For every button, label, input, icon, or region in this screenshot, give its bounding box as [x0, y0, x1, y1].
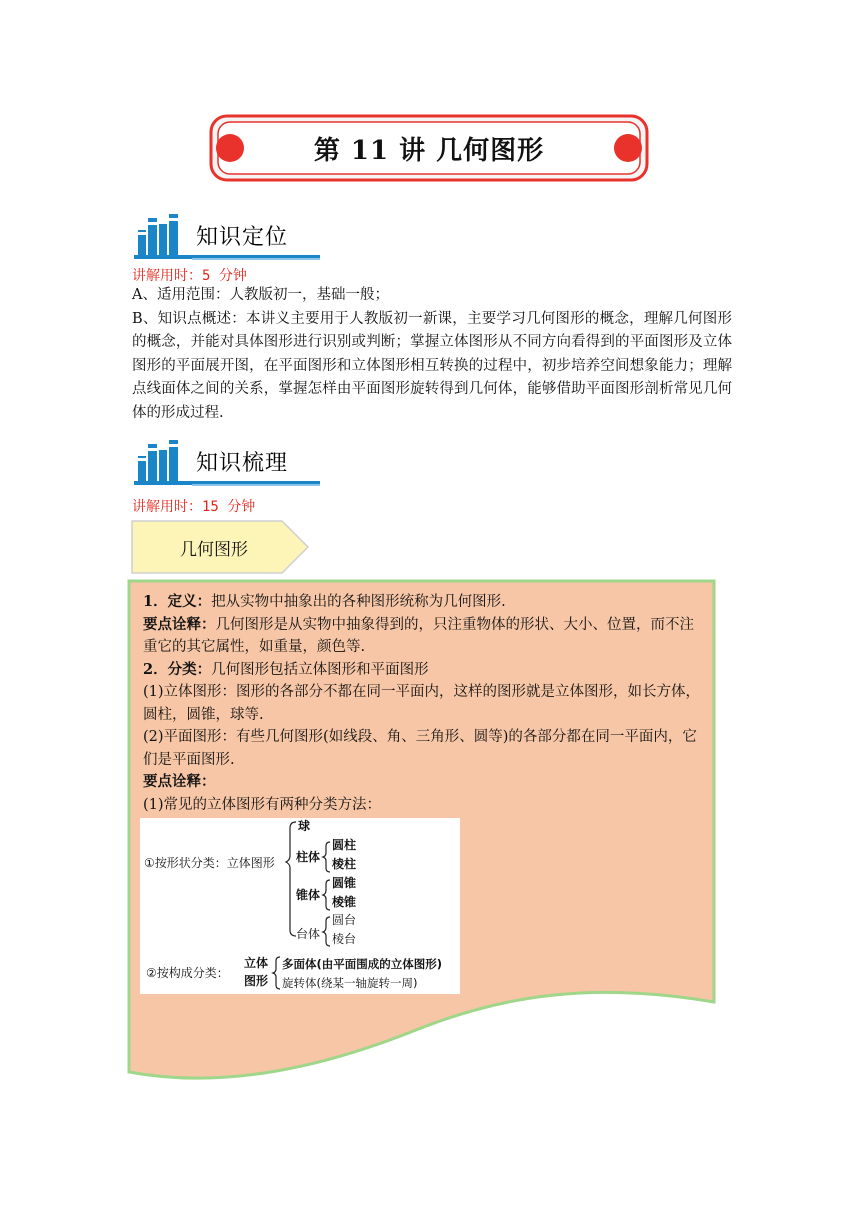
- construction-classification-label: ②按构成分类：: [146, 966, 229, 980]
- prism-group-label: 柱体: [296, 850, 321, 864]
- topic-tag: [130, 519, 312, 575]
- prism-brace: [323, 842, 330, 872]
- prism-label: 棱柱: [332, 857, 357, 871]
- summary-paragraph: B、知识点概述：本讲义主要用于人教版初一新课，主要学习几何图形的概念，理解几何图形的概念，并能对具体图形进行识别或判断；掌握立体图形从不同方向看得到的平面图形及立体图形的平面展开图，在平面图形和立体图形相互转换的过程中，初步培养空间想象能力；理解点线面体之间的关系，掌握怎样由平面图形旋转得到几何体，能够借助平面图形剖析常见几何体的形成过程.: [132, 310, 732, 421]
- section-header-knowledge-position: [132, 210, 322, 262]
- classification-diagram: [140, 818, 460, 994]
- classification-label: 2．分类：: [143, 660, 212, 678]
- definition-text: 把从实物中抽象出的各种图形统称为几何图形.: [211, 594, 506, 610]
- content-text: [143, 591, 707, 816]
- section-heading: 知识定位: [196, 225, 289, 250]
- cone-brace: [323, 880, 330, 910]
- construction-brace: [273, 957, 280, 989]
- prism-frustum-label: 棱台: [332, 932, 357, 946]
- main-brace: [286, 822, 296, 936]
- page-title: 第 11 讲 几何图形: [313, 135, 545, 166]
- solid-figure-text: (1)立体图形：图形的各部分不都在同一平面内，这样的图形就是立体图形，如长方体，圆柱，圆锥，球等.: [143, 684, 701, 723]
- definition-label: 1．定义：: [143, 593, 212, 610]
- note-text: (1)常见的立体图形有两种分类方法：: [143, 796, 382, 813]
- note-label: 要点诠释：: [143, 773, 216, 790]
- ball-label: 球: [298, 819, 311, 833]
- topic-tag-label: 几何图形: [180, 539, 248, 560]
- polyhedron-label: 多面体(由平面围成的立体图形): [282, 957, 443, 971]
- overview-text: [132, 284, 732, 425]
- note-label: 要点诠释：: [143, 615, 216, 633]
- cone-label: 圆锥: [332, 876, 357, 890]
- plane-figure-text: (2)平面图形：有些几何图形(如线段、角、三角形、圆等)的各部分都在同一平面内，它们是平面图形.: [143, 729, 697, 768]
- time-note: 讲解用时：15 分钟: [132, 499, 256, 515]
- revolution-body-label: 旋转体(绕某一轴旋转一周): [282, 976, 418, 990]
- solid-label-line1: 立体: [244, 956, 269, 970]
- note-text: 几何图形是从实物中抽象得到的，只注重物体的形状、大小、位置，而不注重它的其它属性，如重量，颜色等.: [143, 616, 694, 655]
- title-banner: [208, 112, 650, 188]
- solid-label-line2: 图形: [244, 974, 269, 988]
- frustum-brace: [323, 917, 330, 946]
- frustum-group-label: 台体: [296, 927, 321, 941]
- time-note: 讲解用时：5 分钟: [132, 268, 247, 284]
- round-frustum-label: 圆台: [332, 913, 357, 927]
- section-heading: 知识梳理: [196, 451, 289, 476]
- cone-group-label: 锥体: [296, 888, 321, 902]
- scope-line: A、适用范围：人教版初一，基础一般；: [132, 287, 389, 303]
- cylinder-label: 圆柱: [332, 838, 357, 852]
- shape-classification-label: ①按形状分类：立体图形: [144, 856, 275, 870]
- classification-text: 几何图形包括立体图形和平面图形: [211, 661, 429, 678]
- section-header-knowledge-review: [132, 436, 322, 488]
- pyramid-label: 棱锥: [332, 895, 357, 909]
- classification-figure: [140, 818, 460, 994]
